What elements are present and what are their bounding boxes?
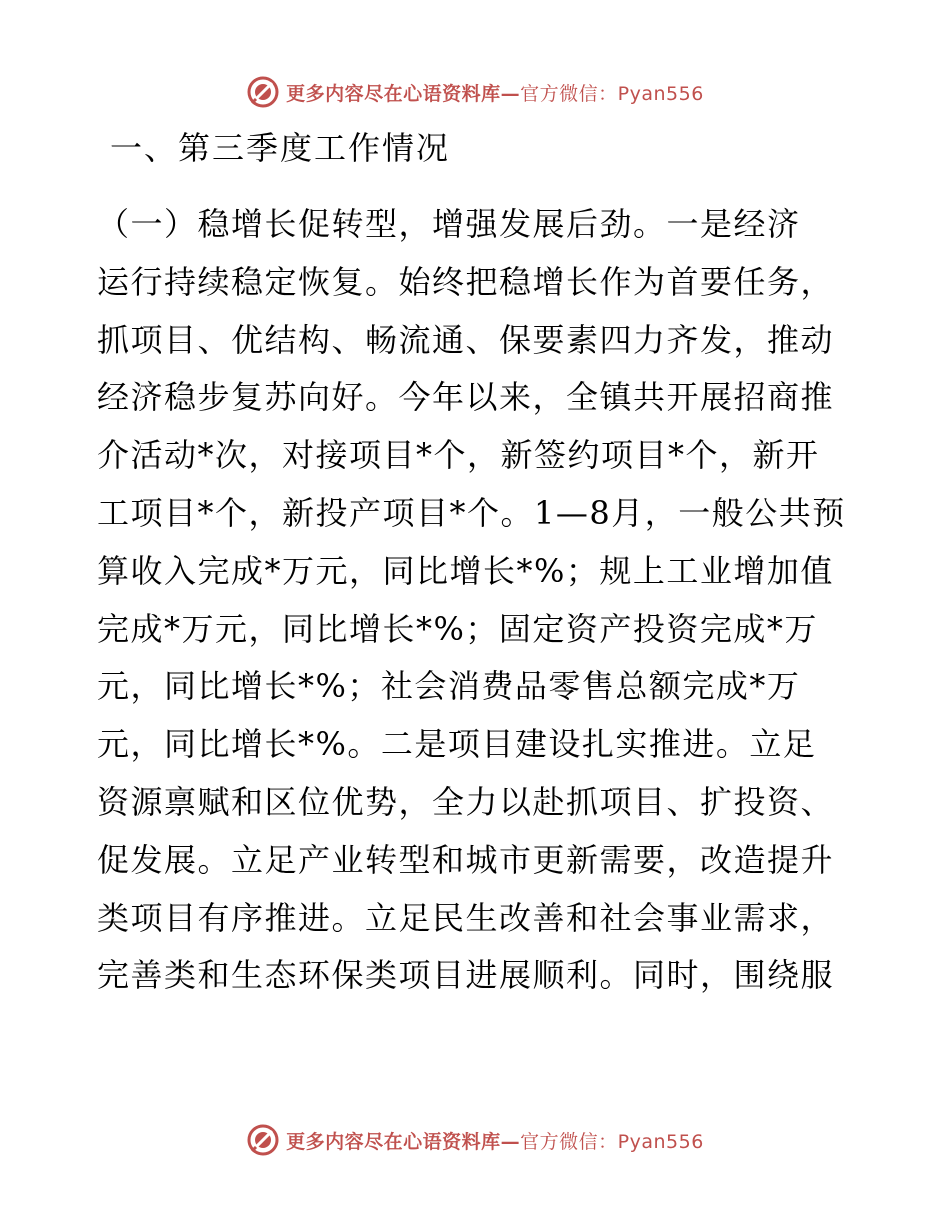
- banner-text: [286, 79, 704, 106]
- brand-logo-icon: [246, 1123, 280, 1157]
- paragraph-line: 介活动*次，对接项目*个，新签约项目*个，新开: [97, 436, 820, 475]
- banner-title: 更多内容尽在心语资料库: [286, 82, 501, 105]
- body-paragraph: [97, 196, 857, 1005]
- paragraph-line: 促发展。立足产业转型和城市更新需要，改造提升: [97, 840, 835, 879]
- banner-title: 更多内容尽在心语资料库: [286, 1130, 501, 1153]
- banner-separator: —: [500, 1130, 521, 1153]
- paragraph-line: 工项目*个，新投产项目*个。1—8月，一般公共预: [97, 493, 846, 532]
- brand-logo-icon: [246, 75, 280, 109]
- section-heading: 一、第三季度工作情况: [110, 129, 451, 167]
- footer-banner: [0, 1120, 950, 1160]
- paragraph-line: 经济稳步复苏向好。今年以来，全镇共开展招商推: [97, 378, 835, 417]
- paragraph-line: 完成*万元，同比增长*%；固定资产投资完成*万: [97, 609, 818, 648]
- paragraph-line: 元，同比增长*%；社会消费品零售总额完成*万: [97, 667, 801, 706]
- paragraph-line: 资源禀赋和区位优势，全力以赴抓项目、扩投资、: [97, 782, 835, 821]
- paragraph-line: 类项目有序推进。立足民生改善和社会事业需求，: [97, 898, 835, 937]
- banner-wechat: 官方微信：Pyan556: [520, 82, 704, 105]
- paragraph-line: 抓项目、优结构、畅流通、保要素四力齐发，推动: [97, 320, 835, 359]
- paragraph-line: （一）稳增长促转型，增强发展后劲。一是经济: [97, 205, 801, 243]
- paragraph-line: 元，同比增长*%。二是项目建设扎实推进。立足: [97, 725, 817, 764]
- banner-wechat: 官方微信：Pyan556: [520, 1130, 704, 1153]
- paragraph-line: 完善类和生态环保类项目进展顺利。同时，围绕服: [97, 956, 835, 995]
- paragraph-line: 算收入完成*万元，同比增长*%；规上工业增加值: [97, 551, 834, 590]
- paragraph-line: 运行持续稳定恢复。始终把稳增长作为首要任务，: [97, 262, 835, 301]
- banner-separator: —: [500, 82, 521, 105]
- header-banner: [0, 72, 950, 112]
- banner-text: [286, 1127, 704, 1154]
